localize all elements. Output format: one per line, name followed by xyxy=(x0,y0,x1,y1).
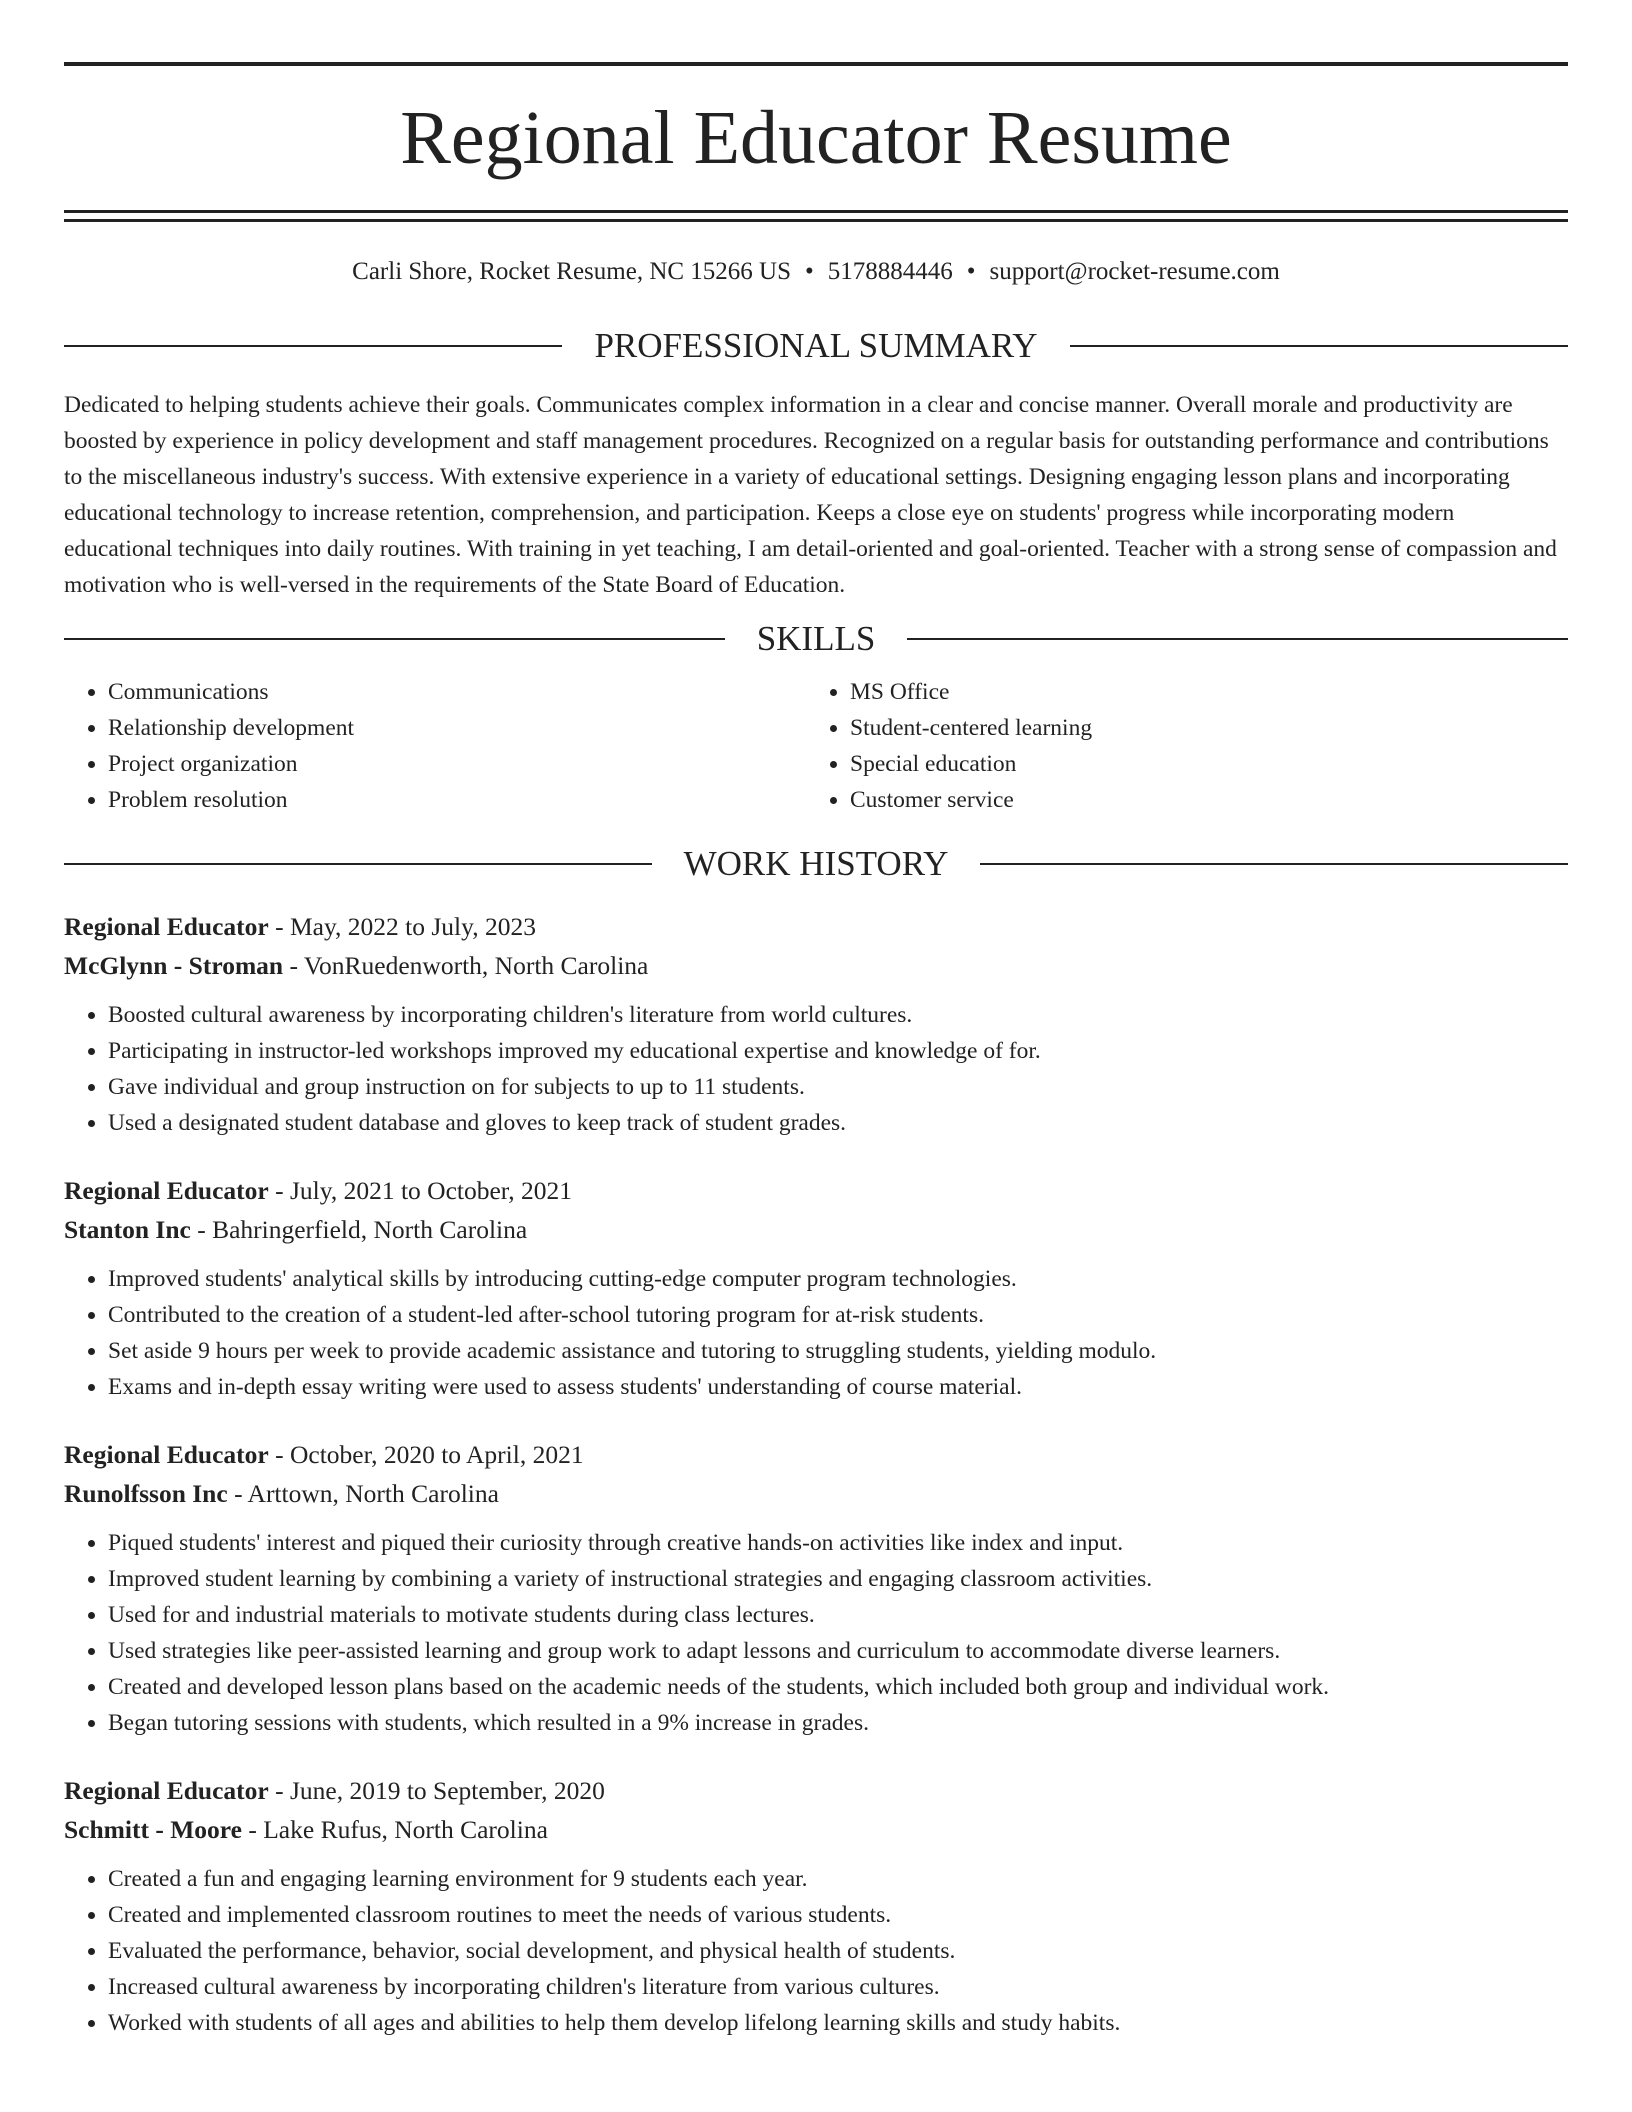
job-bullet: • Improved students' analytical skills by introducing cutting-edge computer program technologies. xyxy=(108,1261,1568,1297)
job-title-line xyxy=(64,1771,1568,1810)
job-location: - VonRuedenworth, North Carolina xyxy=(283,951,649,980)
job-bullet: • Exams and in-depth essay writing were used to assess students' understanding of course material. xyxy=(108,1369,1568,1405)
job-bullet: • Participating in instructor-led workshops improved my educational expertise and knowledge of for. xyxy=(108,1033,1568,1069)
job-bullet: • Created and implemented classroom routines to meet the needs of various students. xyxy=(108,1897,1568,1933)
title-double-rule xyxy=(64,210,1568,222)
contact-email: support@rocket-resume.com xyxy=(989,258,1280,285)
resume-title: Regional Educator Resume xyxy=(400,96,1232,180)
skills-heading-label: SKILLS xyxy=(756,619,876,658)
heading-rule-left xyxy=(64,345,562,347)
skill-item: • MS Office xyxy=(850,674,1548,710)
job-dates: - June, 2019 to September, 2020 xyxy=(268,1776,605,1805)
skill-item: • Communications xyxy=(108,674,806,710)
job-bullets xyxy=(64,997,1568,1141)
job-company: Runolfsson Inc xyxy=(64,1479,228,1508)
heading-rule-right xyxy=(980,863,1568,865)
summary-heading-label: PROFESSIONAL SUMMARY xyxy=(594,326,1038,365)
job-entry xyxy=(64,1171,1568,1405)
job-company-line xyxy=(64,1210,1568,1249)
job-bullet: • Used a designated student database and gloves to keep track of student grades. xyxy=(108,1105,1568,1141)
job-company-line xyxy=(64,1474,1568,1513)
job-dates: - May, 2022 to July, 2023 xyxy=(268,912,536,941)
contact-separator: • xyxy=(805,258,814,285)
job-bullet: • Created a fun and engaging learning environment for 9 students each year. xyxy=(108,1861,1568,1897)
job-company: Stanton Inc xyxy=(64,1215,191,1244)
skill-item: • Problem resolution xyxy=(108,782,806,818)
job-dates: - October, 2020 to April, 2021 xyxy=(268,1440,584,1469)
skills-column-right xyxy=(806,674,1548,818)
work-heading-label: WORK HISTORY xyxy=(683,844,949,883)
skill-item: • Customer service xyxy=(850,782,1548,818)
job-bullet: • Created and developed lesson plans based on the academic needs of the students, which included both group and individual work. xyxy=(108,1669,1568,1705)
heading-rule-left xyxy=(64,863,652,865)
job-title: Regional Educator xyxy=(64,1776,269,1805)
job-title: Regional Educator xyxy=(64,1176,269,1205)
summary-paragraph: Dedicated to helping students achieve their goals. Communicates complex information in a clear and concise manner. Overall morale and productivity are boosted by experience in policy development and staff management procedures. Recognized on a regular basis for outstanding performance and contributions to the miscellaneous industry's success. With extensive experience in a variety of educational settings. Designing engaging lesson plans and incorporating educational technology to increase retention, comprehension, and participation. Keeps a close eye on students' progress while incorporating modern educational techniques into daily routines. With training in yet teaching, I am detail-oriented and goal-oriented. Teacher with a strong sense of compassion and motivation who is well-versed in the requirements of the State Board of Education. xyxy=(64,392,1557,598)
job-location: - Lake Rufus, North Carolina xyxy=(241,1815,548,1844)
summary-heading xyxy=(64,328,1568,363)
heading-rule-right xyxy=(907,638,1568,640)
job-title-line xyxy=(64,1435,1568,1474)
job-bullet: • Used for and industrial materials to motivate students during class lectures. xyxy=(108,1597,1568,1633)
skills-column-left xyxy=(64,674,806,818)
skills-heading xyxy=(64,621,1568,656)
top-rule xyxy=(64,62,1568,66)
work-heading xyxy=(64,846,1568,881)
contact-line xyxy=(64,259,1568,284)
job-company: Schmitt - Moore xyxy=(64,1815,242,1844)
job-entry xyxy=(64,1435,1568,1741)
job-bullets xyxy=(64,1525,1568,1741)
job-entry xyxy=(64,1771,1568,2041)
job-location: - Bahringerfield, North Carolina xyxy=(190,1215,528,1244)
job-bullet: • Used strategies like peer-assisted learning and group work to adapt lessons and curriculum to accommodate diverse learners. xyxy=(108,1633,1568,1669)
skill-item: • Relationship development xyxy=(108,710,806,746)
job-bullet: • Boosted cultural awareness by incorporating children's literature from world cultures. xyxy=(108,997,1568,1033)
skills-list xyxy=(64,674,1568,818)
contact-address: Carli Shore, Rocket Resume, NC 15266 US xyxy=(352,258,792,285)
job-bullets xyxy=(64,1861,1568,2041)
job-location: - Arttown, North Carolina xyxy=(227,1479,499,1508)
job-company-line xyxy=(64,946,1568,985)
skill-item: • Special education xyxy=(850,746,1548,782)
job-bullet: • Piqued students' interest and piqued their curiosity through creative hands-on activities like index and input. xyxy=(108,1525,1568,1561)
job-bullet: • Contributed to the creation of a student-led after-school tutoring program for at-risk students. xyxy=(108,1297,1568,1333)
job-dates: - July, 2021 to October, 2021 xyxy=(268,1176,573,1205)
job-company: McGlynn - Stroman xyxy=(64,951,284,980)
contact-separator: • xyxy=(966,258,976,285)
job-bullet: • Began tutoring sessions with students, which resulted in a 9% increase in grades. xyxy=(108,1705,1568,1741)
heading-rule-left xyxy=(64,638,725,640)
job-bullets xyxy=(64,1261,1568,1405)
skill-item: • Student-centered learning xyxy=(850,710,1548,746)
job-bullet: • Gave individual and group instruction on for subjects to up to 11 students. xyxy=(108,1069,1568,1105)
skill-item: • Project organization xyxy=(108,746,806,782)
job-bullet: • Worked with students of all ages and abilities to help them develop lifelong learning skills and study habits. xyxy=(108,2005,1568,2041)
job-bullet: • Improved student learning by combining a variety of instructional strategies and engaging classroom activities. xyxy=(108,1561,1568,1597)
job-title: Regional Educator xyxy=(64,912,269,941)
job-title-line xyxy=(64,1171,1568,1210)
job-company-line xyxy=(64,1810,1568,1849)
contact-phone: 5178884446 xyxy=(827,258,953,285)
heading-rule-right xyxy=(1070,345,1568,347)
job-entry xyxy=(64,907,1568,1141)
job-bullet: • Evaluated the performance, behavior, social development, and physical health of students. xyxy=(108,1933,1568,1969)
job-bullet: • Increased cultural awareness by incorporating children's literature from various cultures. xyxy=(108,1969,1568,2005)
job-bullet: • Set aside 9 hours per week to provide academic assistance and tutoring to struggling students, yielding modulo. xyxy=(108,1333,1568,1369)
job-title: Regional Educator xyxy=(64,1440,269,1469)
job-title-line xyxy=(64,907,1568,946)
